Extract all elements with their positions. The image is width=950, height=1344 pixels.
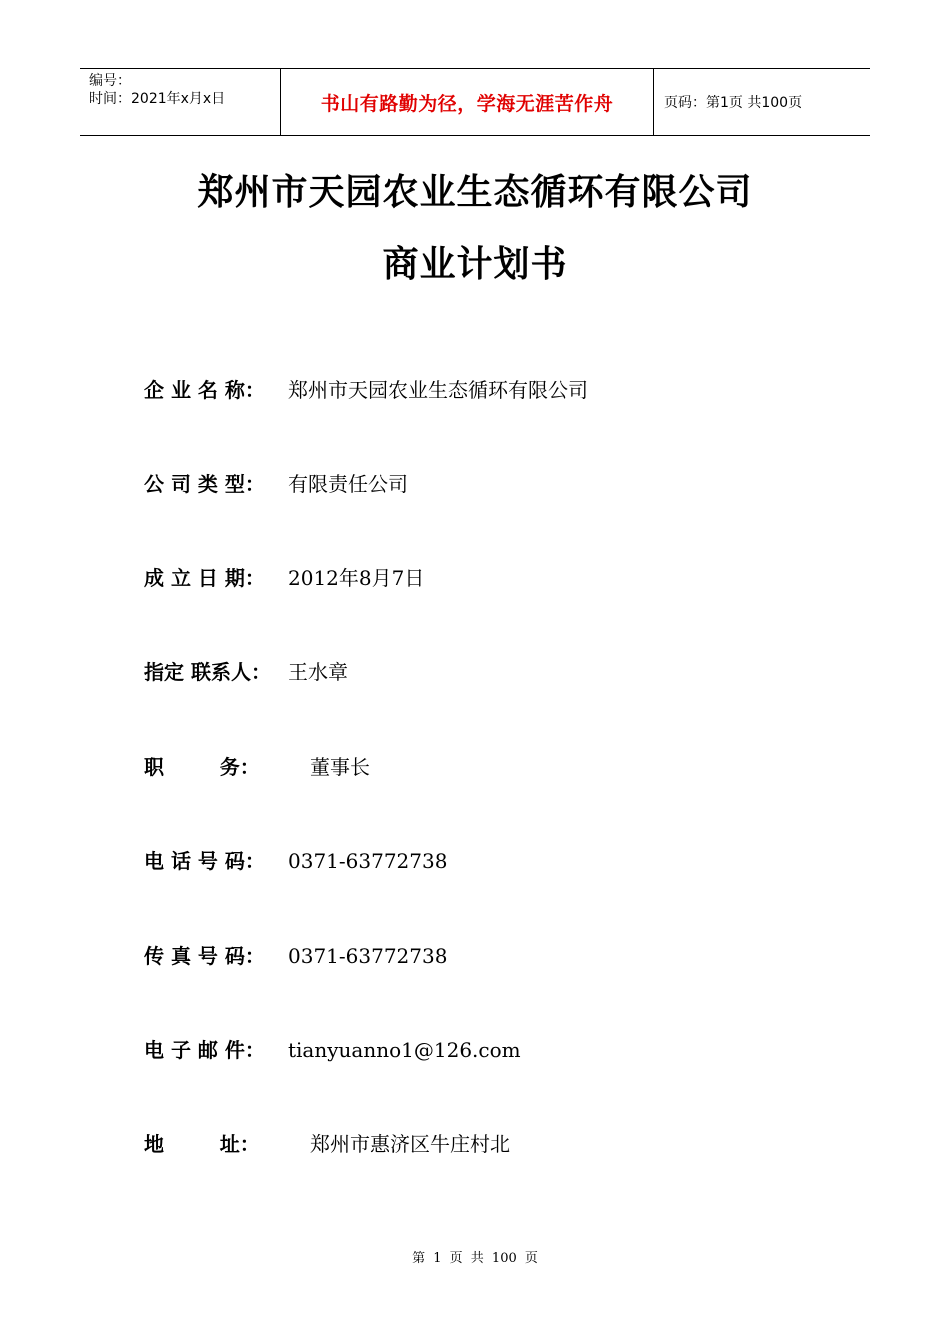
field-value: 王水章: [288, 660, 348, 684]
header-page-info: 页码：第1页 共100页: [664, 95, 803, 111]
field-value: tianyuanno1@126.com: [288, 1038, 521, 1062]
field-label: 电 子 邮 件：: [144, 1038, 265, 1062]
document-number-label: 编号：: [89, 73, 131, 89]
document-date-label: 时间：2021年x月x日: [89, 91, 226, 107]
field-founded-date: [144, 564, 424, 592]
document-title-company: 郑州市天园农业生态循环有限公司: [197, 171, 753, 213]
field-value: 0371-63772738: [288, 944, 448, 968]
field-fax: [144, 942, 447, 970]
field-label: 电 话 号 码：: [144, 849, 265, 873]
field-value: 2012年8月7日: [288, 566, 425, 590]
field-address: [144, 1130, 510, 1158]
field-label: 企 业 名 称：: [144, 378, 265, 402]
field-label: 传 真 号 码：: [144, 944, 265, 968]
header-motto-cell: [281, 69, 654, 135]
field-label: 职 务：: [144, 755, 260, 779]
field-label: 公 司 类 型：: [144, 472, 265, 496]
document-title-type: 商业计划书: [382, 243, 568, 285]
field-label: 地 址：: [144, 1132, 260, 1156]
field-label: 指定 联系人：: [144, 660, 271, 684]
field-position: [144, 753, 370, 781]
field-company-type: [144, 470, 408, 498]
field-label: 成 立 日 期：: [144, 566, 265, 590]
field-value: 董事长: [310, 755, 370, 779]
field-value: 0371-63772738: [288, 849, 448, 873]
field-email: [144, 1036, 521, 1064]
field-value: 郑州市惠济区牛庄村北: [310, 1132, 510, 1156]
field-value: 有限责任公司: [288, 472, 408, 496]
header-table: [80, 68, 870, 136]
field-contact-person: [144, 658, 348, 686]
header-motto: 书山有路勤为径，学海无涯苦作舟: [320, 92, 614, 115]
header-page-cell: [654, 69, 870, 135]
field-value: 郑州市天园农业生态循环有限公司: [288, 378, 588, 402]
header-meta-cell: [80, 69, 281, 135]
field-phone: [144, 847, 447, 875]
page-footer: 第 1 页 共 100 页: [412, 1251, 538, 1266]
field-company-name: [144, 376, 588, 404]
